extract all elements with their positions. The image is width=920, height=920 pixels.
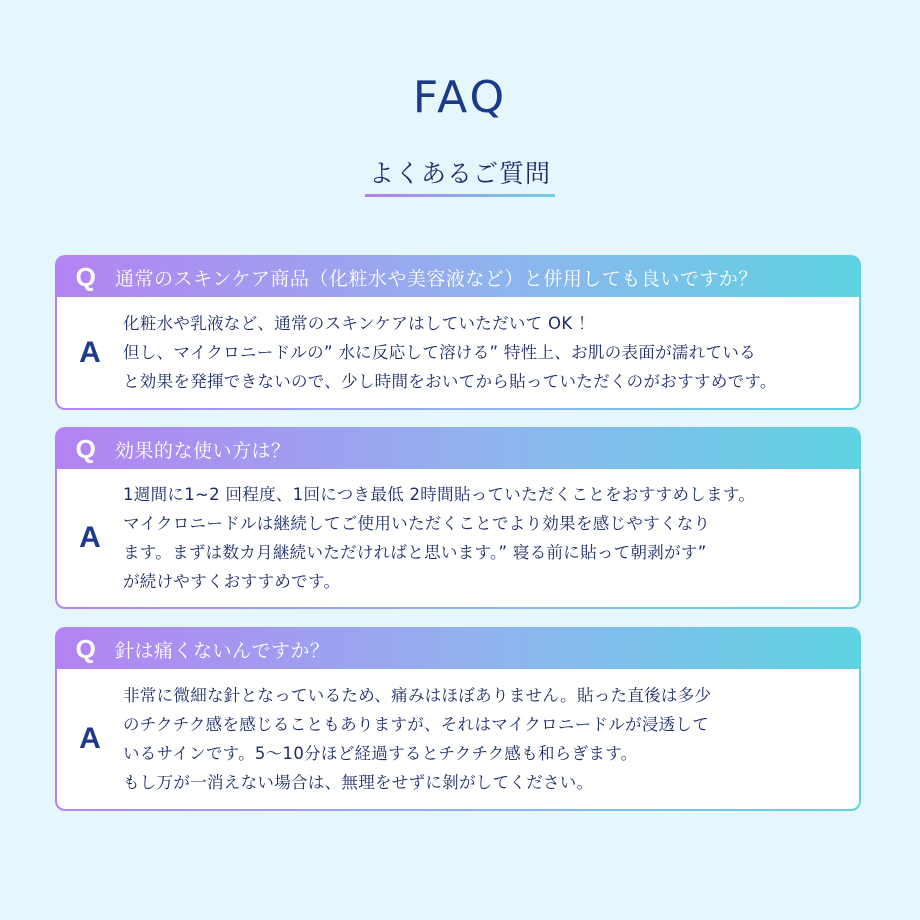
question-text: 効果的な使い方は？ <box>115 439 291 462</box>
subtitle-wrap <box>0 154 920 197</box>
question-mark-icon: Q <box>75 633 97 664</box>
question-text: 通常のスキンケア商品（化粧水や美容液など）と併用しても良いですか？ <box>115 267 758 290</box>
faq-item-1 <box>55 255 861 410</box>
question-row <box>57 257 859 297</box>
answer-text <box>123 480 755 596</box>
answer-text <box>123 309 777 396</box>
question-mark-icon: Q <box>75 261 97 292</box>
question-mark-icon: Q <box>75 433 97 464</box>
page-subtitle: よくあるご質問 <box>365 154 555 197</box>
faq-item-2 <box>55 427 861 609</box>
answer-row <box>57 297 859 408</box>
answer-line: 非常に微細な針となっているため、痛みはほぼありません。貼った直後は多少 <box>123 686 712 705</box>
answer-line: と効果を発揮できないので、少し時間をおいてから貼っていただくのがおすすめです。 <box>123 372 777 391</box>
answer-line: ます。まずは数カ月継続いただければと思います。” 寝る前に貼って朝剥がす” <box>123 543 707 562</box>
answer-line: 1週間に1~2 回程度、1回につき最低 2時間貼っていただくことをおすすめします。 <box>123 485 756 504</box>
answer-line: 化粧水や乳液など、通常のスキンケアはしていただいて OK ！ <box>123 314 595 333</box>
question-text: 針は痛くないんですか？ <box>115 639 330 662</box>
answer-line: マイクロニードルは継続してご使用いただくことでより効果を感じやすくなり <box>123 514 711 533</box>
page-title: FAQ <box>412 72 508 123</box>
answer-line: いるサインです。5〜10分ほど経過するとチクチク感も和らぎます。 <box>123 744 638 763</box>
answer-line: のチクチク感を感じることもありますが、それはマイクロニードルが浸透して <box>123 715 710 734</box>
answer-text <box>123 681 711 797</box>
answer-line: 但し、マイクロニードルの” 水に反応して溶ける” 特性上、お肌の表面が濡れている <box>123 343 756 362</box>
faq-item-3 <box>55 627 861 811</box>
question-row <box>57 629 859 669</box>
answer-line: もし万が一消えない場合は、無理をせずに剝がしてください。 <box>123 773 594 792</box>
answer-row <box>57 469 859 607</box>
answer-mark-icon: A <box>79 335 101 369</box>
answer-row <box>57 669 859 809</box>
answer-mark-icon: A <box>79 722 101 755</box>
answer-mark-icon: A <box>79 521 101 554</box>
answer-line: が続けやすくおすすめです。 <box>123 572 341 591</box>
question-row <box>57 429 859 469</box>
